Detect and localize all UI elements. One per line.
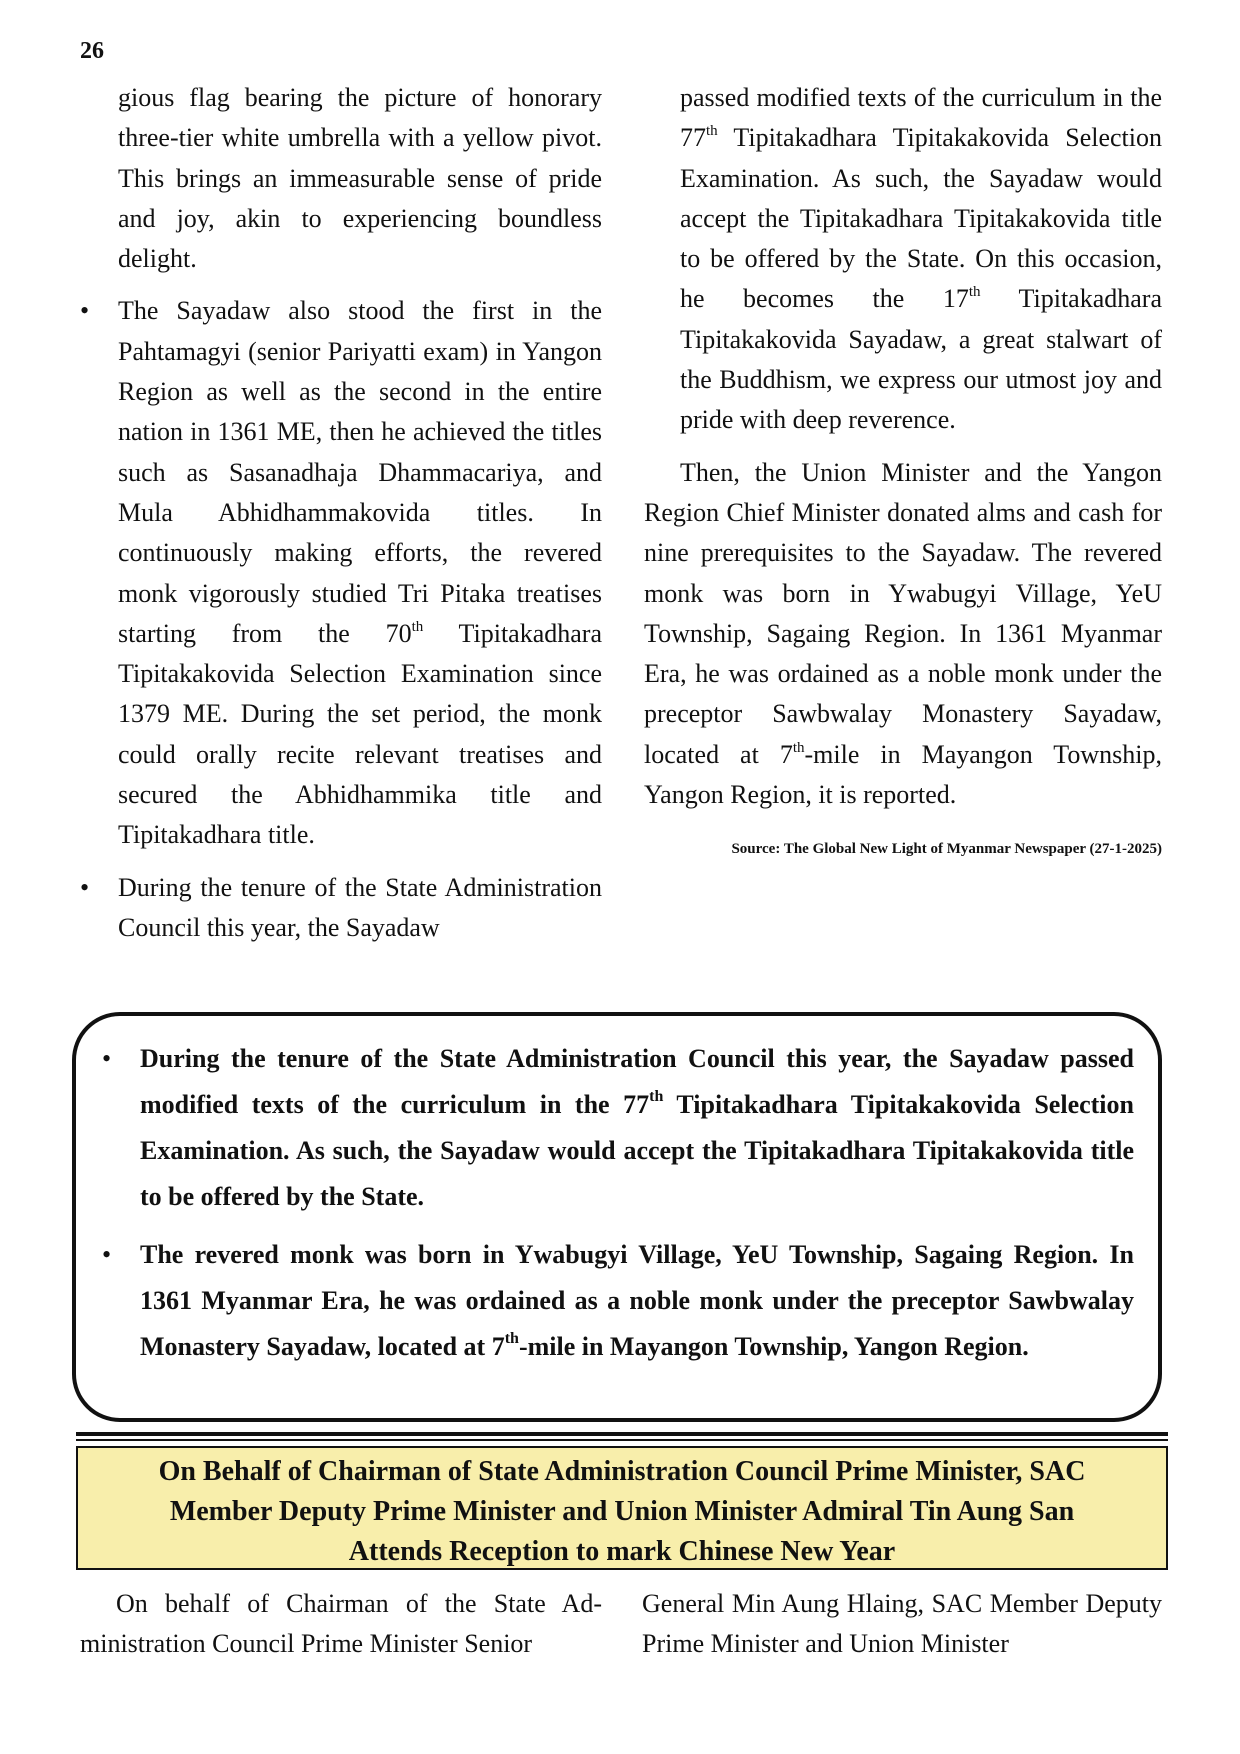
right-paragraph-2 bbox=[644, 453, 1162, 816]
source-citation: Source: The Global New Light of Myanmar Newspaper (27-1-2025) bbox=[731, 841, 1162, 858]
right-p2-text-a: Then, the Union Minister and the Yangon Region Chief Minister donated alms and cash for nine prerequisites to the Sayadaw. The revered monk was born in Ywabugyi Village, YeU Township, Sagaing Region. In 1361 Myanmar Era, he was ordained as a noble monk under the preceptor Sawbwalay Monastery Sayadaw, located at 7 bbox=[644, 457, 1162, 769]
divider-thick bbox=[76, 1432, 1168, 1436]
ordinal-suffix: th bbox=[706, 123, 718, 140]
left-bullet-1 bbox=[118, 291, 602, 855]
left-bullet-1-continued: Tipitakadhara Tipitakakovida Selection Examination since 1379 ME. During the set period, the monk could orally recite relevant treatises and secured the Abhidhammika title and Tipitakadhara title. bbox=[118, 618, 602, 850]
page-number: 26 bbox=[80, 38, 104, 64]
headline-line-2: Member Deputy Prime Minister and Union Minister Admiral Tin Aung San bbox=[169, 1496, 1075, 1527]
highlight-item-1-text-a: During the tenure of the State Administration Council this year, the Sayadaw passed modified texts of the curriculum in the 77 bbox=[140, 1044, 1134, 1119]
ordinal-suffix: th bbox=[649, 1088, 664, 1105]
bottom-left-column bbox=[80, 1584, 602, 1664]
highlight-item-1-text-b: Tipitakadhara Tipitakakovida Selection Examination. As such, the Sayadaw would accept the Tipitakadhara Tipitakakovida title to be offered by the State. bbox=[140, 1090, 1134, 1211]
right-p1-text-c: Tipitakadhara Tipitakakovida Sayadaw, a great stalwart of the Buddhism, we express our utmost joy and pride with deep reverence. bbox=[680, 284, 1162, 435]
divider-thin bbox=[76, 1439, 1168, 1441]
ordinal-suffix: th bbox=[792, 739, 805, 756]
left-bullet-2: • During the tenure of the State Administration Council this year, the Sayadaw bbox=[118, 868, 602, 949]
ordinal-suffix: th bbox=[968, 284, 981, 301]
headline-box bbox=[76, 1446, 1168, 1570]
headline-line-3: Attends Reception to mark Chinese New Year bbox=[348, 1536, 896, 1567]
bottom-left-text: On behalf of Chairman of the State Administration Council Prime Minister Senior bbox=[80, 1589, 602, 1658]
ordinal-suffix: th bbox=[411, 618, 424, 635]
bottom-right-column bbox=[642, 1584, 1162, 1664]
bottom-right-text: General Min Aung Hlaing, SAC Member Deputy Prime Minister and Union Minister bbox=[642, 1589, 1162, 1658]
highlight-item-1 bbox=[140, 1036, 1134, 1220]
highlight-box bbox=[72, 1012, 1162, 1422]
right-paragraph-1 bbox=[644, 78, 1162, 441]
highlight-item-2 bbox=[140, 1232, 1134, 1370]
ordinal-suffix: th bbox=[504, 1330, 519, 1347]
left-column bbox=[118, 78, 602, 948]
headline-line-1: On Behalf of Chairman of State Administration Council Prime Minister, SAC bbox=[158, 1456, 1086, 1487]
right-p1-text-a: passed modified texts of the curriculum in the 77 bbox=[680, 83, 1162, 153]
left-bullet-1-text: The Sayadaw also stood the first in the Pahtamagyi (senior Pariyatti exam) in Yangon Region as well as the second in the entire nation in 1361 ME, then he achieved the titles such as Sasanadhaja Dhammacariya, and Mula Abhidhammakovida titles. In continuously making efforts, the revered monk vigorously studied Tri Pitaka treatises starting from the bbox=[118, 296, 602, 648]
right-p2-text-b: -mile in Mayangon Township, Yangon Region, it is reported. bbox=[644, 739, 1162, 810]
highlight-item-2-text-b: -mile in Mayangon Township, Yangon Region. bbox=[518, 1332, 1029, 1361]
left-paragraph-1: gious flag bearing the picture of honorary three-tier white umbrella with a yellow pivot. This brings an immeasurable sense of pride and joy, akin to experiencing boundless delight. bbox=[118, 83, 602, 274]
highlight-item-2-text-a: The revered monk was born in Ywabugyi Village, YeU Township, Sagaing Region. In 1361 Myanmar Era, he was ordained as a noble monk under the preceptor Sawbwalay Monastery Sayadaw, located at 7 bbox=[140, 1240, 1134, 1361]
ordinal-number: 70 bbox=[385, 618, 412, 648]
right-column bbox=[644, 78, 1162, 859]
right-p1-text-b: Tipitakadhara Tipitakakovida Selection Examination. As such, the Sayadaw would accept the Tipitakadhara Tipitakakovida title to be offered by the State. On this occasion, he becomes the 17 bbox=[680, 123, 1162, 314]
